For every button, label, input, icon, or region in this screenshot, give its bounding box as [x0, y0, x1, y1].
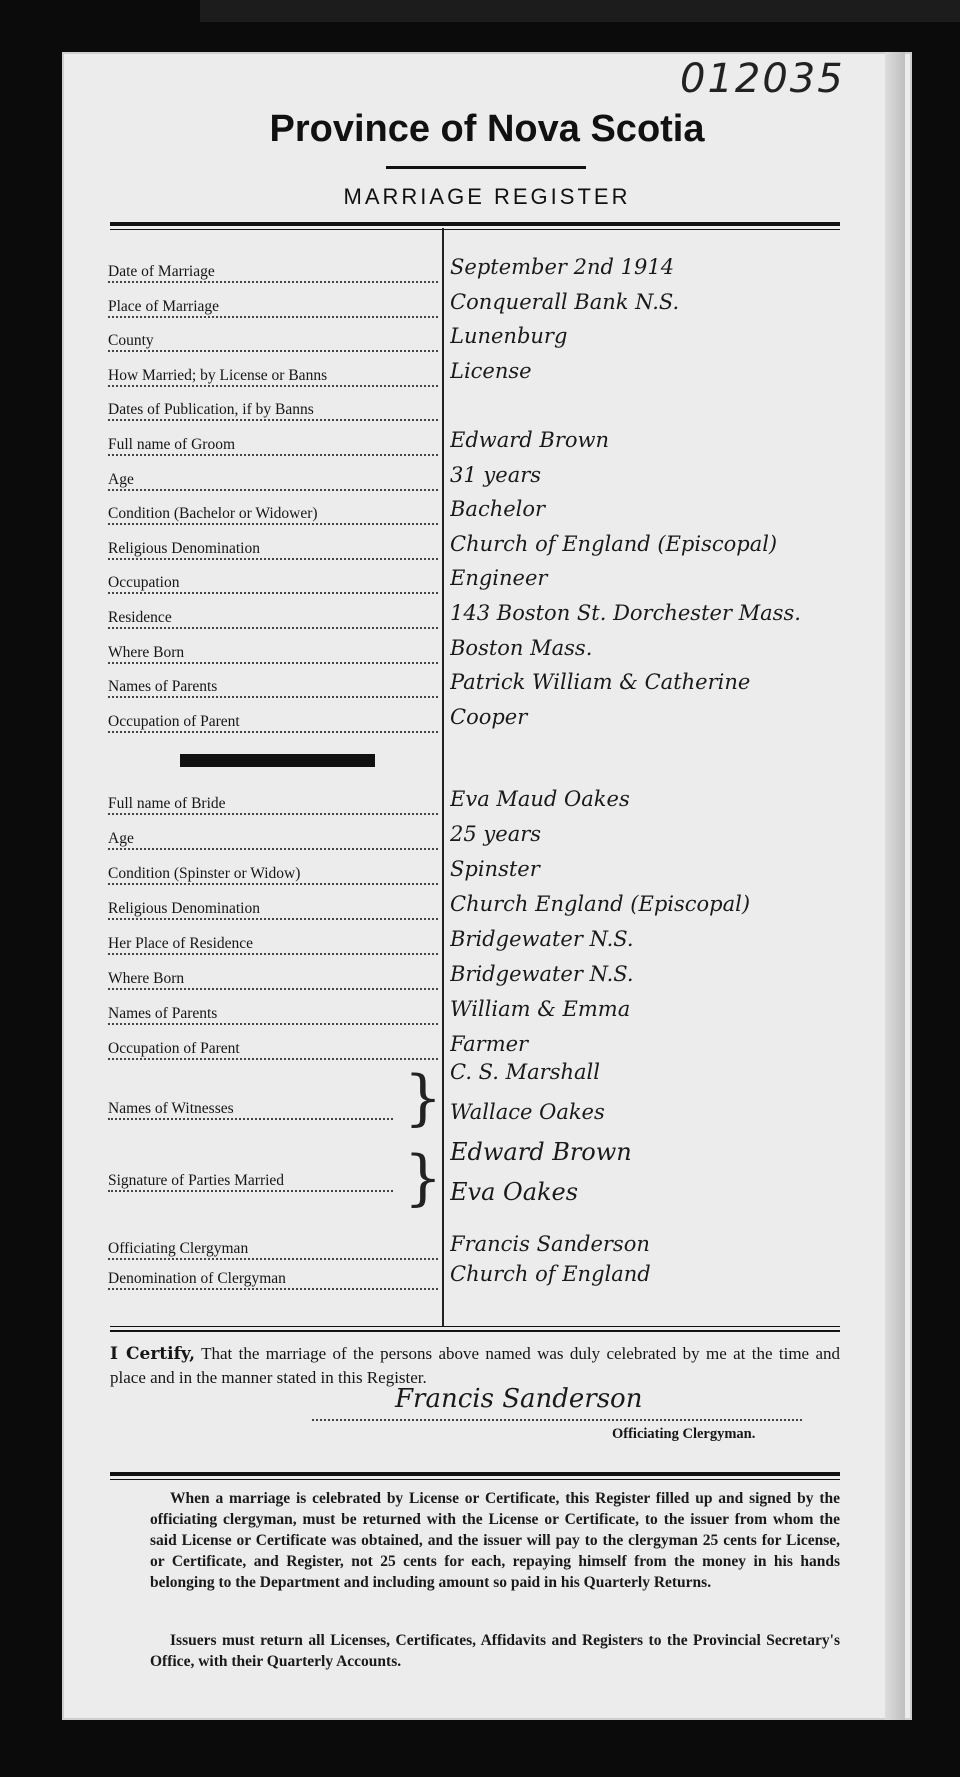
- groom-field-value: Edward Brown: [450, 428, 610, 452]
- groom-field-label: [108, 471, 438, 493]
- groom-field-label: [108, 436, 438, 458]
- groom-field-label: [108, 609, 438, 631]
- leader-dots: [108, 471, 438, 491]
- signature-value: Edward Brown: [450, 1138, 632, 1166]
- groom-field-label: [108, 367, 438, 389]
- bride-field-label-text: Occupation of Parent: [108, 1040, 244, 1057]
- bride-field-label: [108, 795, 438, 817]
- bride-field-label: [108, 900, 438, 922]
- groom-field-label: [108, 332, 438, 354]
- groom-field-label-text: Occupation of Parent: [108, 713, 244, 730]
- witnesses-label: Names of Witnesses . . .: [108, 1100, 393, 1122]
- groom-field-label: [108, 644, 438, 666]
- bride-field-label: [108, 865, 438, 887]
- groom-field-label-text: Date of Marriage: [108, 263, 219, 280]
- notice-rule: [110, 1472, 840, 1476]
- witness-value: C. S. Marshall: [450, 1060, 600, 1084]
- officiating-caption: Officiating Clergyman.: [612, 1426, 756, 1442]
- witnesses-brace: }: [404, 1063, 443, 1133]
- clergy-field-label-text: Denomination of Clergyman: [108, 1270, 290, 1287]
- groom-field-label-text: Religious Denomination: [108, 540, 264, 557]
- groom-field-value: Cooper: [450, 704, 528, 729]
- groom-field-value: Conquerall Bank N.S.: [450, 289, 680, 314]
- certify-rule-thin: [110, 1326, 840, 1327]
- groom-field-label-text: How Married; by License or Banns: [108, 367, 331, 384]
- groom-field-label: [108, 574, 438, 596]
- groom-field-value: Bachelor: [450, 497, 546, 522]
- groom-field-value: License: [450, 358, 532, 383]
- groom-field-label: [108, 401, 438, 423]
- bride-field-label-text: Condition (Spinster or Widow): [108, 865, 304, 882]
- bride-field-label-text: Age: [108, 830, 138, 847]
- column-divider: [442, 228, 444, 1326]
- clergy-signature: Francis Sanderson: [395, 1384, 643, 1414]
- header-rule: [110, 222, 840, 226]
- signatures-brace: }: [404, 1143, 443, 1213]
- bride-field-value: Bridgewater N.S.: [450, 927, 634, 951]
- signature-value: Eva Oakes: [450, 1178, 579, 1206]
- clergy-field-label-text: Officiating Clergyman: [108, 1240, 252, 1257]
- groom-field-value: 31 years: [450, 462, 542, 487]
- bride-field-label: [108, 970, 438, 992]
- groom-field-value: Patrick William & Catherine: [450, 670, 751, 695]
- groom-field-label-text: Where Born: [108, 644, 188, 661]
- bride-field-label-text: Her Place of Residence: [108, 935, 257, 952]
- bride-field-value: William & Emma: [450, 997, 631, 1021]
- bride-field-value: Church England (Episcopal): [450, 892, 751, 916]
- groom-field-label-text: Residence: [108, 609, 176, 626]
- groom-field-label: [108, 713, 438, 735]
- province-title: Province of Nova Scotia: [269, 108, 705, 150]
- bride-field-label-text: Full name of Bride: [108, 795, 230, 812]
- bride-section-bar: [180, 754, 375, 767]
- groom-field-label: [108, 678, 438, 700]
- groom-field-label: [108, 540, 438, 562]
- title-rule: [386, 166, 586, 169]
- clergy-field-label: [108, 1240, 438, 1262]
- issuers-notice: Issuers must return all Licenses, Certificates, Affidavits and Registers to the Provincial Secretary's Office, with their Quarterly Accounts.: [150, 1632, 840, 1670]
- witness-value: Wallace Oakes: [450, 1100, 605, 1124]
- groom-field-label-text: Names of Parents: [108, 678, 221, 695]
- bride-field-label-text: Names of Parents: [108, 1005, 221, 1022]
- groom-field-value: 143 Boston St. Dorchester Mass.: [450, 601, 801, 625]
- groom-field-value: Church of England (Episcopal): [450, 531, 778, 556]
- groom-field-value: September 2nd 1914: [450, 255, 675, 279]
- notice-rule-thin: [110, 1479, 840, 1480]
- serial-number: 012035: [680, 56, 845, 102]
- bride-field-label-text: Where Born: [108, 970, 188, 987]
- groom-field-value: Boston Mass.: [450, 635, 593, 660]
- certify-lead: I Certify,: [110, 1344, 196, 1364]
- signatures-label: Signature of Parties Married . . .: [108, 1172, 393, 1194]
- groom-field-label-text: Dates of Publication, if by Banns: [108, 401, 318, 418]
- bride-field-value: Bridgewater N.S.: [450, 962, 634, 986]
- bride-field-value: Eva Maud Oakes: [450, 787, 630, 811]
- header-rule-thin: [110, 229, 840, 230]
- register-title: MARRIAGE REGISTER: [343, 184, 631, 209]
- groom-field-value: Lunenburg: [450, 324, 568, 349]
- sheet-edge: [885, 52, 905, 1720]
- bride-field-label: [108, 1040, 438, 1062]
- bride-field-value: Farmer: [450, 1032, 529, 1056]
- groom-field-label-text: Condition (Bachelor or Widower): [108, 505, 322, 522]
- signature-line: [312, 1418, 802, 1421]
- clergy-field-value: Church of England: [450, 1262, 651, 1286]
- groom-field-label: [108, 505, 438, 527]
- bride-field-value: Spinster: [450, 857, 540, 881]
- microfilm-frame-edge: [200, 0, 960, 22]
- groom-field-label: [108, 298, 438, 320]
- certify-text: That the marriage of the persons above named was duly celebrated by me at the time and place and in the manner stated in this Register.: [110, 1344, 840, 1387]
- clergy-field-value: Francis Sanderson: [450, 1232, 650, 1256]
- bride-field-label: [108, 830, 438, 852]
- groom-field-label-text: Place of Marriage: [108, 298, 223, 315]
- groom-field-label: [108, 263, 438, 285]
- groom-field-value: Engineer: [450, 566, 548, 591]
- bride-field-label: [108, 935, 438, 957]
- certify-rule: [110, 1330, 840, 1332]
- groom-field-label-text: County: [108, 332, 158, 349]
- clergy-field-label: [108, 1270, 438, 1292]
- bride-field-label-text: Religious Denomination: [108, 900, 264, 917]
- groom-field-label-text: Age: [108, 471, 138, 488]
- certify-paragraph: [110, 1342, 840, 1390]
- groom-field-label-text: Occupation: [108, 574, 183, 591]
- bride-field-label: [108, 1005, 438, 1027]
- return-notice: When a marriage is celebrated by License or Certificate, this Register filled up and signed by the officiating clergyman, must be returned with the License or Certificate, to the issuer from whom the said License or Certificate was obtained, and the issuer will pay to the clergyman 25 cents for License, or Certificate, and Register, not 25 cents for each, repaying himself from the money in his hands belonging to the Department and including amount so paid in his Quarterly Returns.: [150, 1490, 840, 1591]
- bride-field-value: 25 years: [450, 822, 542, 846]
- leader-dots: [108, 830, 438, 850]
- groom-field-label-text: Full name of Groom: [108, 436, 239, 453]
